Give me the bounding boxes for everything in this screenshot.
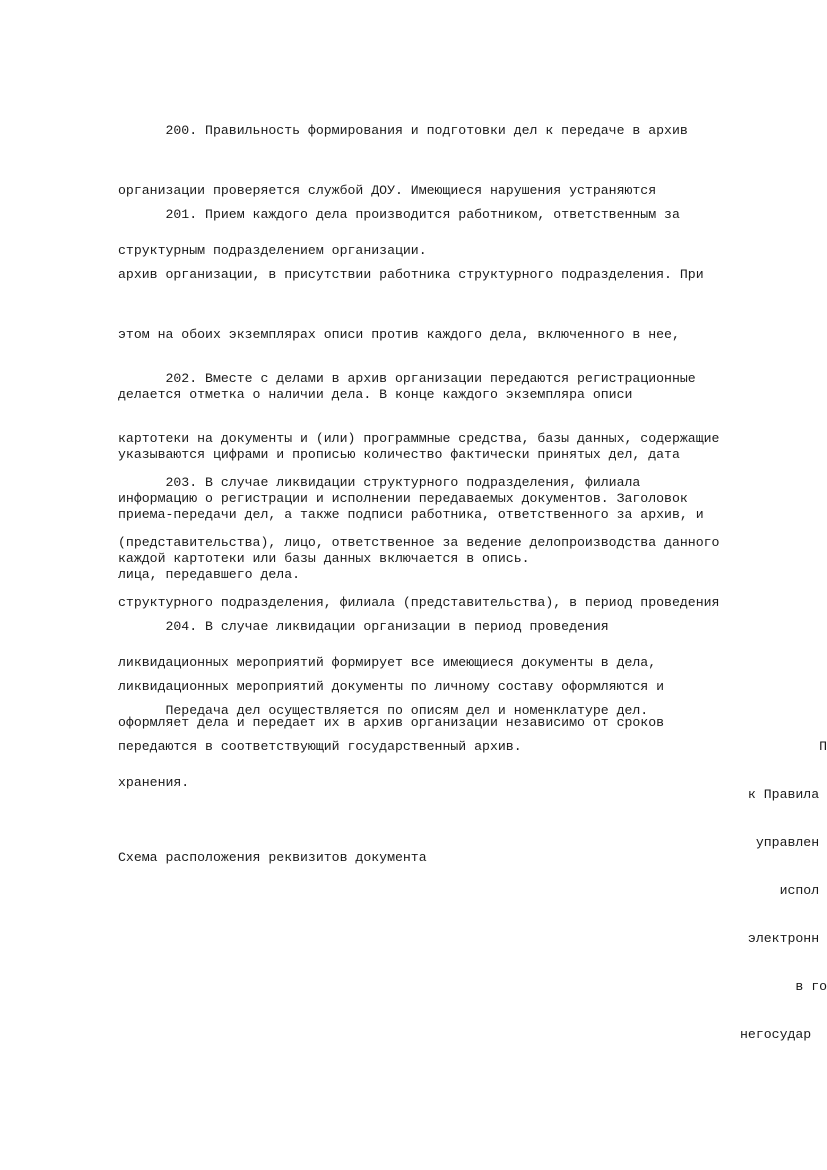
appendix-line: управлен xyxy=(740,835,820,850)
text-line: указываются цифрами и прописью количество фактически принятых дел, дата xyxy=(118,447,680,462)
appendix-line: в го xyxy=(740,979,827,994)
text-line: 201. Прием каждого дела производится работником, ответственным за xyxy=(118,207,680,222)
text-line: приема-передачи дел, а также подписи работника, ответственного за архив, и xyxy=(118,507,704,522)
text-line: ликвидационных мероприятий формирует все имеющиеся документы в дела, xyxy=(118,655,657,670)
text-line: хранения. xyxy=(118,775,190,790)
appendix-line: к Правила xyxy=(740,787,820,802)
appendix-line: П xyxy=(740,739,827,754)
paragraph-transfer xyxy=(118,661,827,761)
text-line: каждой картотеки или базы данных включается в опись. xyxy=(118,551,530,566)
text-line: 204. В случае ликвидации организации в период проведения xyxy=(118,619,609,634)
appendix-line: испол xyxy=(740,883,820,898)
text-line: 202. Вместе с делами в архив организации передаются регистрационные xyxy=(118,371,696,386)
appendix-line: электронн xyxy=(740,931,820,946)
text-line: структурным подразделением организации. xyxy=(118,243,427,258)
appendix-line: негосудар xyxy=(740,1027,812,1042)
text-line: лица, передавшего дела. xyxy=(118,567,301,582)
text-line: делается отметка о наличии дела. В конце каждого экземпляра описи xyxy=(118,387,633,402)
text-line: информацию о регистрации и исполнении передаваемых документов. Заголовок xyxy=(118,491,688,506)
text-line: ликвидационных мероприятий документы по личному составу оформляются и xyxy=(118,679,665,694)
text-line: 200. Правильность формирования и подготовки дел к передаче в архив xyxy=(118,123,688,138)
text-line: картотеки на документы и (или) программные средства, базы данных, содержащие xyxy=(118,431,720,446)
text-line: (представительства), лицо, ответственное за ведение делопроизводства данного xyxy=(118,535,720,550)
text-line: 203. В случае ликвидации структурного подразделения, филиала xyxy=(118,475,641,490)
text-line: этом на обоих экземплярах описи против каждого дела, включенного в нее, xyxy=(118,327,680,342)
text-line: организации проверяется службой ДОУ. Имеющиеся нарушения устраняются xyxy=(118,183,657,198)
appendix-header xyxy=(740,707,827,1075)
text-line: передаются в соответствующий государственный архив. xyxy=(118,739,522,754)
text-line: оформляет дела и передает их в архив организации независимо от сроков xyxy=(118,715,665,730)
text-line: архив организации, в присутствии работника структурного подразделения. При xyxy=(118,267,704,282)
text-line: структурного подразделения, филиала (представительства), в период проведения xyxy=(118,595,720,610)
text-line: Передача дел осуществляется по описям дел и номенклатуре дел. xyxy=(118,703,649,718)
section-caption: Схема расположения реквизитов документа xyxy=(118,850,427,865)
